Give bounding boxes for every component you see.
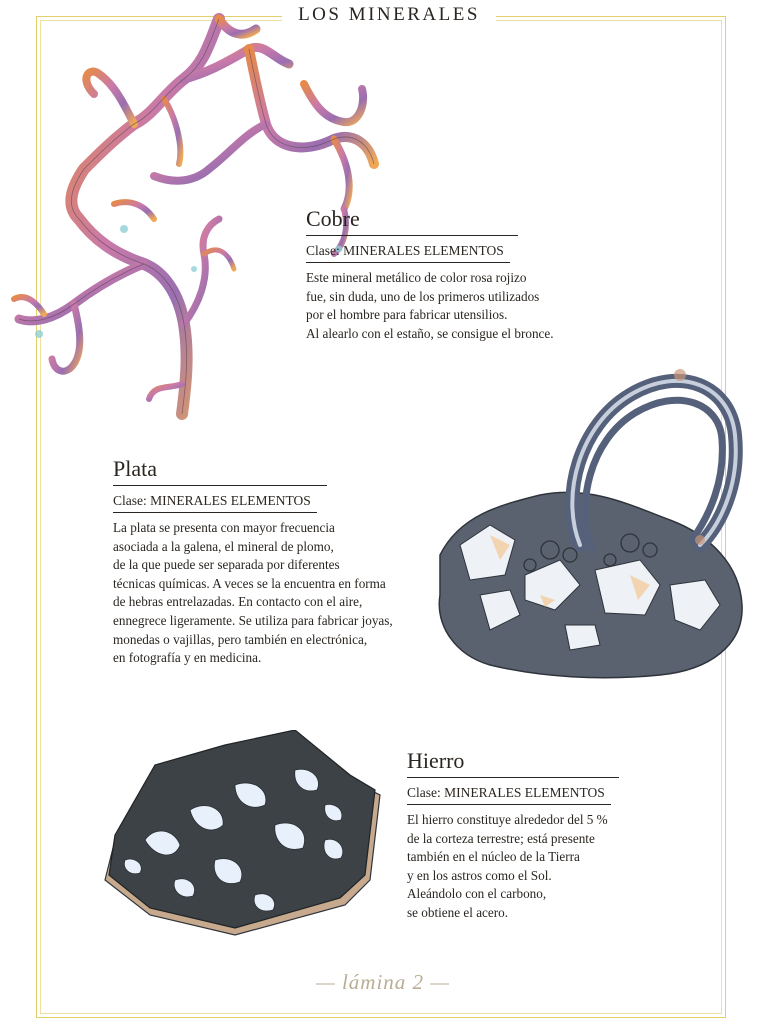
entry-description-plata	[113, 519, 393, 668]
entry-hierro	[407, 748, 619, 923]
description-line: Este mineral metálico de color rosa rojizo	[306, 270, 527, 285]
description-line: también en el núcleo de la Tierra	[407, 849, 580, 865]
description-line: Al alearlo con el estaño, se consigue el bronce.	[306, 325, 554, 341]
entry-title-plata: Plata	[113, 456, 327, 486]
entry-title-cobre: Cobre	[306, 206, 518, 236]
description-line: de la corteza terrestre; está presente	[407, 830, 595, 846]
description-line: técnicas químicas. A veces se la encuentra en forma	[113, 575, 386, 591]
description-line: de hebras entrelazadas. En contacto con el aire,	[113, 594, 363, 610]
description-line: de la que puede ser separada por diferentes	[113, 557, 340, 573]
entry-class-plata: Clase: MINERALES ELEMENTOS	[113, 489, 317, 513]
entry-description-cobre	[306, 269, 554, 343]
entry-description-hierro	[407, 811, 619, 923]
page-footer: — lámina 2 —	[316, 970, 450, 994]
entry-cobre	[306, 206, 554, 343]
description-line: ennegrece ligeramente. Se utiliza para fabricar joyas,	[113, 612, 393, 628]
entry-class-cobre: Clase: MINERALES ELEMENTOS	[306, 239, 510, 263]
silver-illustration	[430, 345, 755, 685]
page-title: LOS MINERALES	[298, 4, 480, 25]
description-line: La plata se presenta con mayor frecuencia	[113, 520, 335, 535]
description-line: fue, sin duda, uno de los primeros utilizados	[306, 288, 540, 304]
description-line: en fotografía y en medicina.	[113, 650, 262, 666]
description-line: Aleándolo con el carbono,	[407, 886, 547, 902]
description-line: asociada a la galena, el mineral de plomo,	[113, 538, 334, 554]
entry-plata	[113, 456, 393, 668]
description-line: monedas o vajillas, pero también en electrónica,	[113, 631, 368, 647]
entry-title-hierro: Hierro	[407, 748, 619, 778]
description-line: y en los astros como el Sol.	[407, 867, 552, 883]
iron-illustration	[95, 730, 385, 945]
description-line: El hierro constituye alrededor del 5 %	[407, 812, 608, 827]
description-line: se obtiene el acero.	[407, 904, 509, 920]
entry-class-hierro: Clase: MINERALES ELEMENTOS	[407, 781, 611, 805]
description-line: por el hombre para fabricar utensilios.	[306, 307, 508, 323]
